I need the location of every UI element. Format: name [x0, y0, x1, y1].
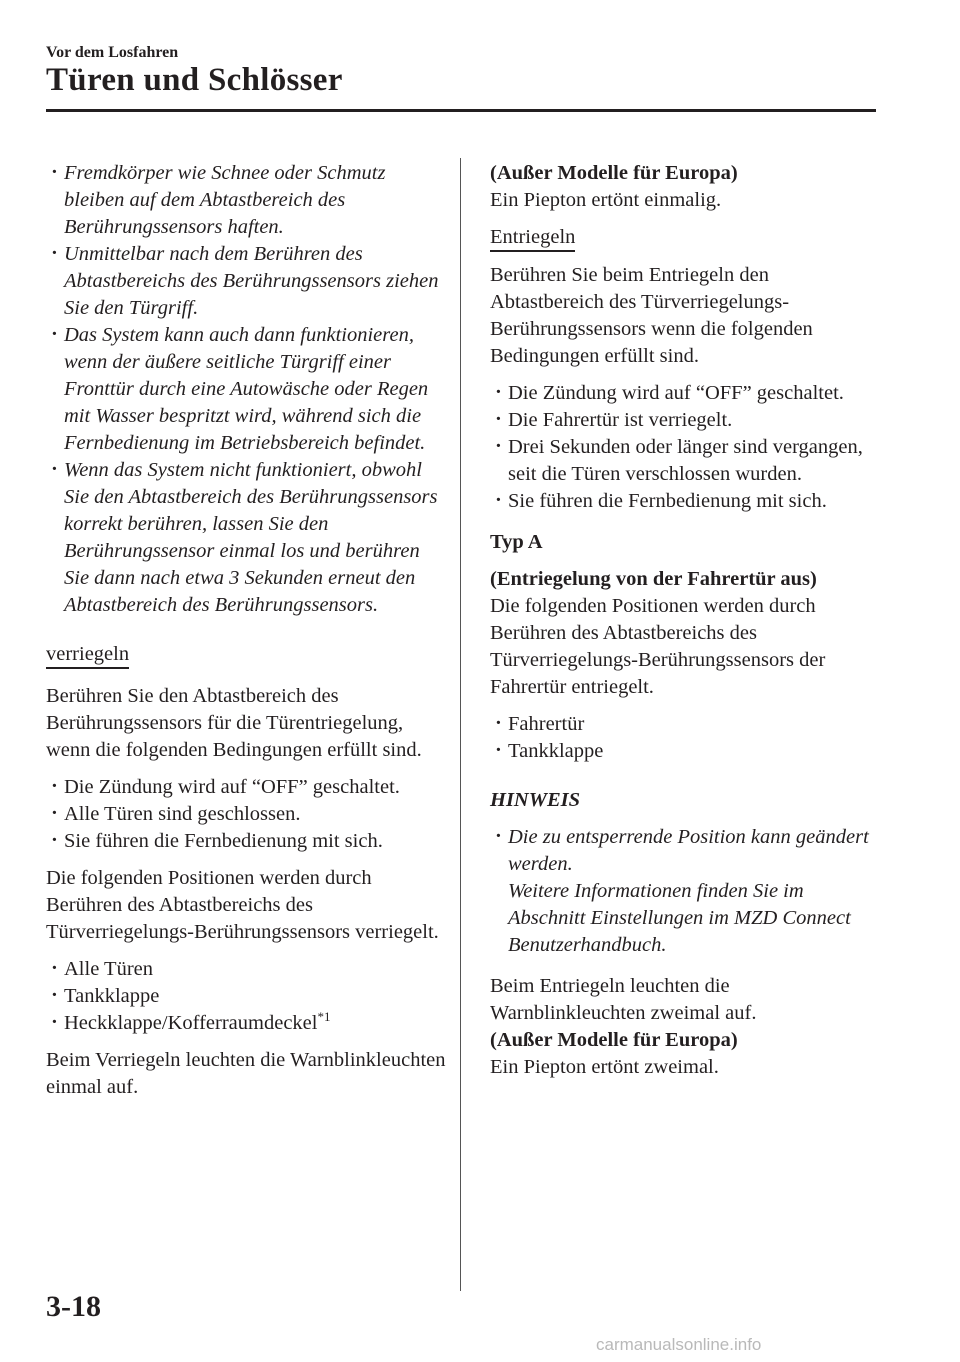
sub-bullet: · Unmittelbar nach dem Berühren des Abtastbereichs des Berührungssensors ziehen Sie den Türgriff. [46, 241, 446, 322]
europe-label: (Außer Modelle für Europa) [490, 1029, 738, 1051]
note-heading: HINWEIS [490, 789, 581, 811]
note-bullet [490, 824, 875, 959]
lock-outro: Beim Verriegeln leuchten die Warnblinkleuchten einmal auf. [46, 1049, 446, 1098]
sub-bullet: · Fremdkörper wie Schnee oder Schmutz bleiben auf dem Abtastbereich des Berührungssensors haften. [46, 160, 446, 241]
footnote-marker: *1 [317, 1009, 331, 1025]
lock-intro: Berühren Sie den Abtastbereich des Berührungssensors für die Türentriegelung, wenn die folgenden Bedingungen erfüllt sind. [46, 685, 422, 761]
unlock-outro: Beim Entriegeln leuchten die Warnblinkleuchten zweimal auf. [490, 975, 757, 1024]
page-title: Türen und Schlösser [46, 62, 343, 98]
driver-unlock-position: · Fahrertür [490, 711, 875, 738]
lock-position [46, 1010, 446, 1037]
note-bullet: · Das System kann auch dann funktionieren, wenn der äußere seitliche Türgriff einer Fronttür durch eine Autowäsche oder Regen mit Wasser bespritzt wird, während sich die Fernbedienung im Betriebsbereich befindet. [46, 322, 446, 457]
lock-condition: · Die Zündung wird auf “OFF” geschaltet. [46, 774, 446, 801]
lock-position: · Tankklappe [46, 983, 446, 1010]
lock-heading: verriegeln [46, 642, 129, 669]
header-rule [46, 109, 876, 112]
unlock-condition: · Die Fahrertür ist verriegelt. [490, 407, 875, 434]
unlock-heading: Entriegeln [490, 225, 575, 252]
note-line: Weitere Informationen finden Sie im Abschnitt Einstellungen im MZD Connect Benutzerhandbuch. [508, 880, 851, 956]
beep-once-text: Ein Piepton ertönt einmalig. [490, 189, 722, 211]
driver-unlock-text: Die folgenden Positionen werden durch Berühren des Abtastbereichs des Türverriegelungs-Berührungssensors der Fahrertür entriegelt. [490, 595, 826, 698]
left-column [46, 160, 446, 1101]
driver-unlock-heading: (Entriegelung von der Fahrertür aus) [490, 568, 817, 590]
column-divider [460, 158, 461, 1291]
driver-unlock-position: · Tankklappe [490, 738, 875, 765]
page-number: 3-18 [46, 1290, 101, 1323]
right-column [490, 160, 875, 1081]
unlock-condition: · Die Zündung wird auf “OFF” geschaltet. [490, 380, 875, 407]
lock-position: · Alle Türen [46, 956, 446, 983]
unlock-intro: Berühren Sie beim Entriegeln den Abtastbereich des Türverriegelungs-Berührungssensors wenn die folgenden Bedingungen erfüllt sind. [490, 264, 813, 367]
lock-condition: · Sie führen die Fernbedienung mit sich. [46, 828, 446, 855]
lock-condition: · Alle Türen sind geschlossen. [46, 801, 446, 828]
lock-positions-intro: Die folgenden Positionen werden durch Berühren des Abtastbereichs des Türverriegelungs-Berührungssensors verriegelt. [46, 867, 439, 943]
note-line: · Die zu entsperrende Position kann geändert werden. [508, 826, 869, 875]
section-label: Vor dem Losfahren [46, 44, 179, 61]
beep-twice-text: Ein Piepton ertönt zweimal. [490, 1056, 719, 1078]
europe-label: (Außer Modelle für Europa) [490, 162, 738, 184]
note-bullet: · Wenn das System nicht funktioniert, obwohl Sie den Abtastbereich des Berührungssensors korrekt berühren, lassen Sie den Berührungssensor einmal los und berühren Sie dann nach etwa 3 Sekunden erneut den Abtastbereich des Berührungssensors. [46, 457, 446, 619]
watermark: carmanualsonline.info [596, 1335, 762, 1354]
lock-position-label: Heckklappe/Kofferraumdeckel [64, 1012, 318, 1034]
unlock-condition: · Drei Sekunden oder länger sind vergangen, seit die Türen verschlossen wurden. [490, 434, 875, 488]
type-heading: Typ A [490, 531, 543, 553]
unlock-condition: · Sie führen die Fernbedienung mit sich. [490, 488, 875, 515]
